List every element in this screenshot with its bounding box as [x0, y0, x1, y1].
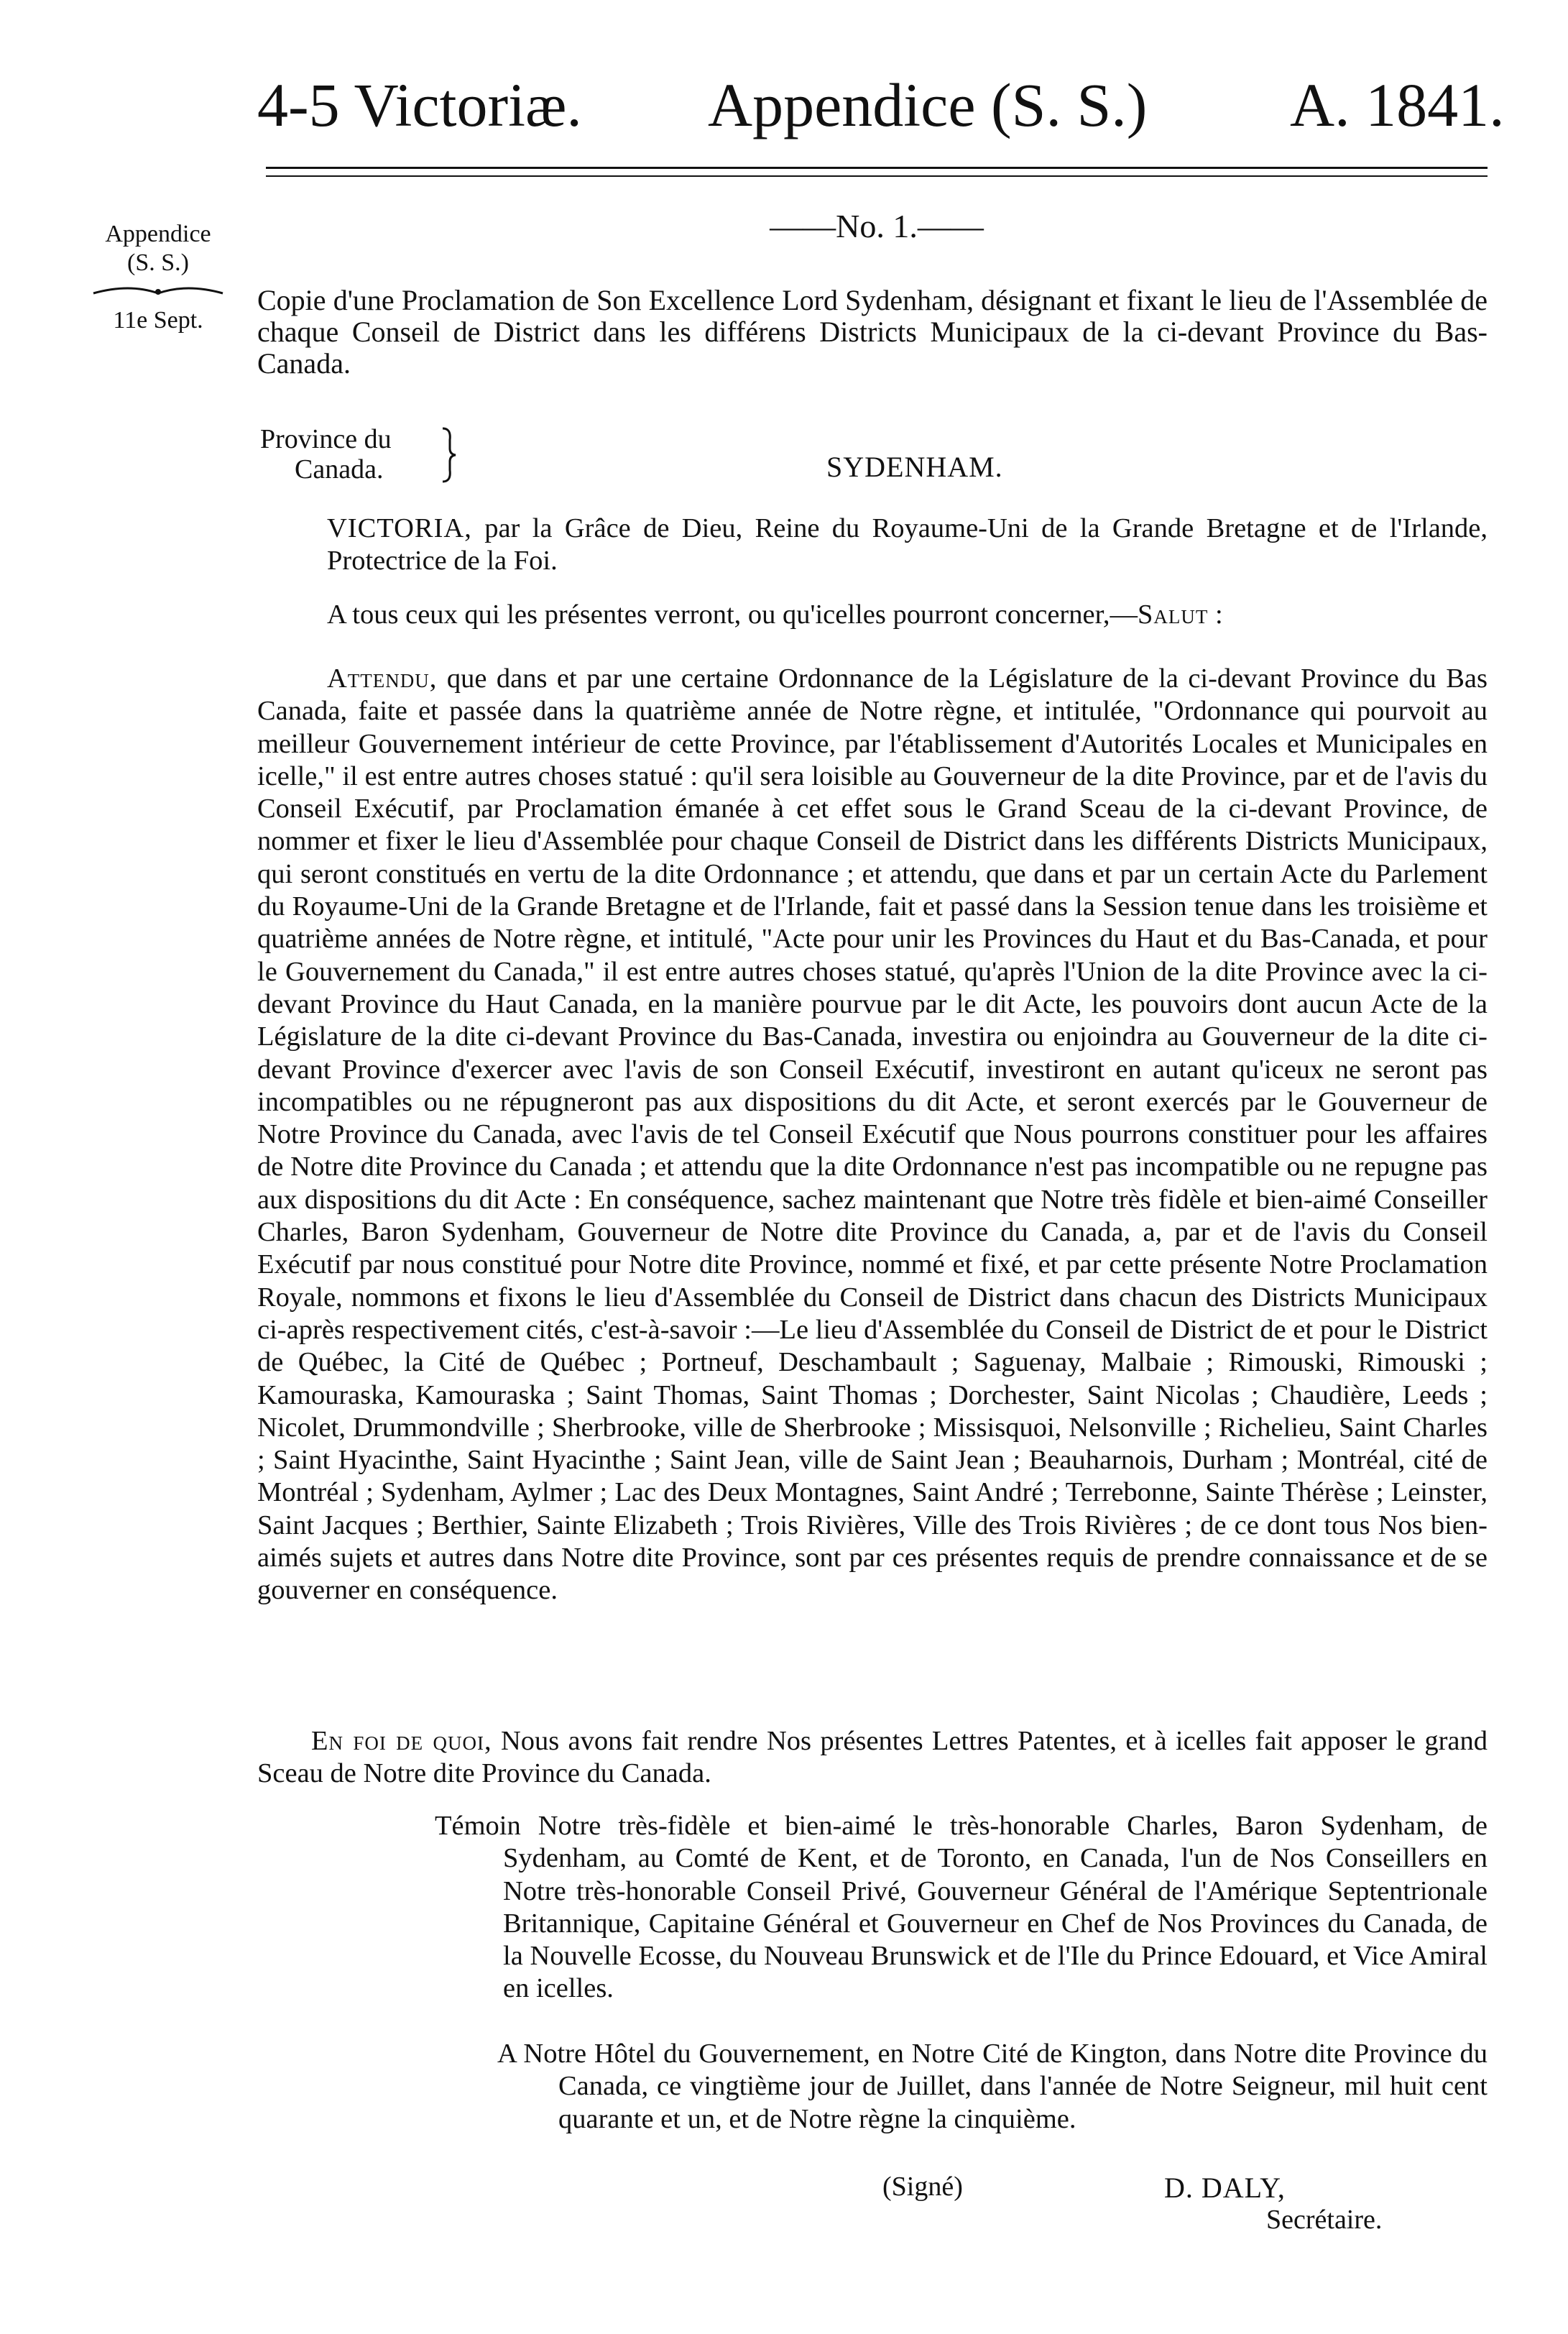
signed-label: (Signé) — [882, 2172, 963, 2202]
temoin-paragraph — [435, 1810, 1488, 2006]
province-line-1: Province du — [260, 424, 392, 454]
victoria-lead: VICTORIA, — [327, 513, 472, 543]
running-header-right: A. 1841. — [1290, 70, 1505, 139]
running-header-left: 4-5 Victoriæ. — [257, 70, 582, 139]
en-foi-paragraph — [257, 1725, 1488, 1791]
signatory-heading: SYDENHAM. — [826, 451, 1003, 483]
main-text: que dans et par une certaine Ordonnance de la Législature de la ci-devant Province du Bas Canada, faite et passée dans la quatrième année de Notre règne, et intitulée, "Ordonnance qui pourvoit au meilleur Gouvernement intérieur de cette Province, par l'établissement d'Autorités Locales et Municipales en icelle," il est entre autres choses statué : qu'il sera loisible au Gouverneur de la dite Province, par et de l'avis du Conseil Exécutif, par Proclamation émanée à cet effet sous le Grand Sceau de la ci-devant Province, de nommer et fixer le lieu d'Assemblée pour chaque Conseil de District dans les différents Districts Municipaux, qui seront constitués en vertu de la dite Ordonnance ; et attendu, que dans et par un certain Acte du Parlement du Royaume-Uni de la Grande Bretagne et de l'Irlande, fait et passé dans la Session tenue dans les troisième et quatrième années de Notre règne, et intitulé, "Acte pour unir les Provinces du Haut et du Bas-Canada, et pour le Gouvernement du Canada," il est entre autres choses statué, qu'après l'Union de la dite Province avec la ci-devant Province du Haut Canada, en la manière pourvue par le dit Acte, les pouvoirs dont aucun Acte de la Législature de la dite ci-devant Province du Bas-Canada, investira ou enjoindra au Gouverneur de la dite ci-devant Province d'exercer avec l'avis de son Conseil Exécutif, investiront en autant qu'iceux ne seront pas incompatibles ou ne répugneront pas aux dispositions du dit Acte, et seront exercés par le Gouverneur de Notre Province du Canada, avec l'avis de tel Conseil Exécutif que Nous pourrons constituer pour les affaires de Notre dite Province du Canada ; et attendu que la dite Ordonnance n'est pas incompatible ou ne repugne pas aux dispositions du dit Acte : En conséquence, sachez maintenant que Notre très fidèle et bien-aimé Conseiller Charles, Baron Sydenham, Gouverneur de Notre dite Province du Canada, a, par et de l'avis du Conseil Exécutif par nous constitué pour Notre dite Province, nommé et fixé, et par cette présente Notre Proclamation Royale, nommons et fixons le lieu d'Assemblée du Conseil de District dans chacun des Districts Municipaux ci-après respectivement cités, c'est-à-savoir :—Le lieu d'Assemblée du Conseil de District de et pour le District de Québec, la Cité de Québec ; Portneuf, Deschambault ; Saguenay, Malbaie ; Rimouski, Rimouski ; Kamouraska, Kamouraska ; Saint Thomas, Saint Thomas ; Dorchester, Saint Nicolas ; Chaudière, Leeds ; Nicolet, Drummondville ; Sherbrooke, ville de Sherbrooke ; Missisquoi, Nelsonville ; Richelieu, Saint Charles ; Saint Hyacinthe, Saint Hyacinthe ; Saint Jean, ville de Saint Jean ; Beauharnois, Durham ; Montréal, cité de Montréal ; Sydenham, Aylmer ; Lac des Deux Montagnes, Saint André ; Terrebonne, Sainte Thérèse ; Leinster, Saint Jacques ; Berthier, Sainte Elizabeth ; Trois Rivières, Ville des Trois Rivières ; de ce dont tous Nos bien-aimés sujets et autres dans Notre dite Province, sont par ces présentes requis de prendre connaissance et de se gouverner en conséquence. — [257, 663, 1488, 1606]
en-foi-lead: En foi de quoi, — [311, 1726, 492, 1756]
header-rule-thin — [266, 175, 1488, 177]
victoria-paragraph — [327, 513, 1488, 578]
document-title: Copie d'une Proclamation de Son Excellence Lord Sydenham, désignant et fixant le lieu de l'Assemblée de chaque Conseil de District dans les différens Districts Municipaux de la ci-devant Province du Bas-Canada. — [257, 284, 1488, 380]
flourish-ornament — [86, 285, 230, 299]
salutation-word: Salut — [1138, 599, 1209, 630]
hotel-paragraph — [497, 2038, 1488, 2136]
signatory-name: D. DALY, — [1164, 2172, 1286, 2204]
province-block — [260, 424, 392, 484]
main-paragraph — [257, 663, 1488, 1607]
running-header-center: Appendice (S. S.) — [708, 70, 1148, 139]
document-number: ——No. 1.—— — [770, 208, 984, 244]
header-rule-thick — [266, 167, 1488, 169]
margin-note-ref: (S. S.) — [127, 249, 189, 276]
hotel-text: A Notre Hôtel du Gouvernement, en Notre Cité de Kington, dans Notre dite Province du Canada, ce vingtième jour de Juillet, dans l'année de Notre Seigneur, mil huit cent quarante et un, et de Notre règne la cinquième. — [497, 2039, 1488, 2134]
victoria-text: par la Grâce de Dieu, Reine du Royaume-Uni de la Grande Bretagne et de l'Irlande, Protectrice de la Foi. — [327, 513, 1488, 576]
brace-icon — [438, 426, 460, 484]
en-foi-text: Nous avons fait rendre Nos présentes Lettres Patentes, et à icelles fait apposer le grand Sceau de Notre dite Province du Canada. — [257, 1726, 1488, 1789]
margin-note — [79, 220, 237, 335]
salutation-end: : — [1208, 599, 1223, 630]
province-line-2: Canada. — [295, 454, 384, 484]
salutation — [327, 599, 1488, 631]
main-lead: Attendu, — [327, 663, 438, 694]
temoin-text: Témoin Notre très-fidèle et bien-aimé le très-honorable Charles, Baron Sydenham, de Sydenham, au Comté de Kent, et de Toronto, en Canada, l'un de Nos Conseillers en Notre très-honorable Conseil Privé, Gouverneur Général de l'Amérique Septentrionale Britannique, Capitaine Général et Gouverneur en Chef de Nos Provinces du Canada, de la Nouvelle Ecosse, du Nouveau Brunswick et de l'Ile du Prince Edouard, et Vice Amiral en icelles. — [435, 1811, 1488, 2004]
margin-note-appendix: Appendice — [105, 221, 211, 247]
margin-note-date: 11e Sept. — [113, 307, 203, 334]
salutation-text: A tous ceux qui les présentes verront, ou qu'icelles pourront concerner,— — [327, 599, 1138, 630]
signatory-title: Secrétaire. — [1266, 2205, 1383, 2235]
